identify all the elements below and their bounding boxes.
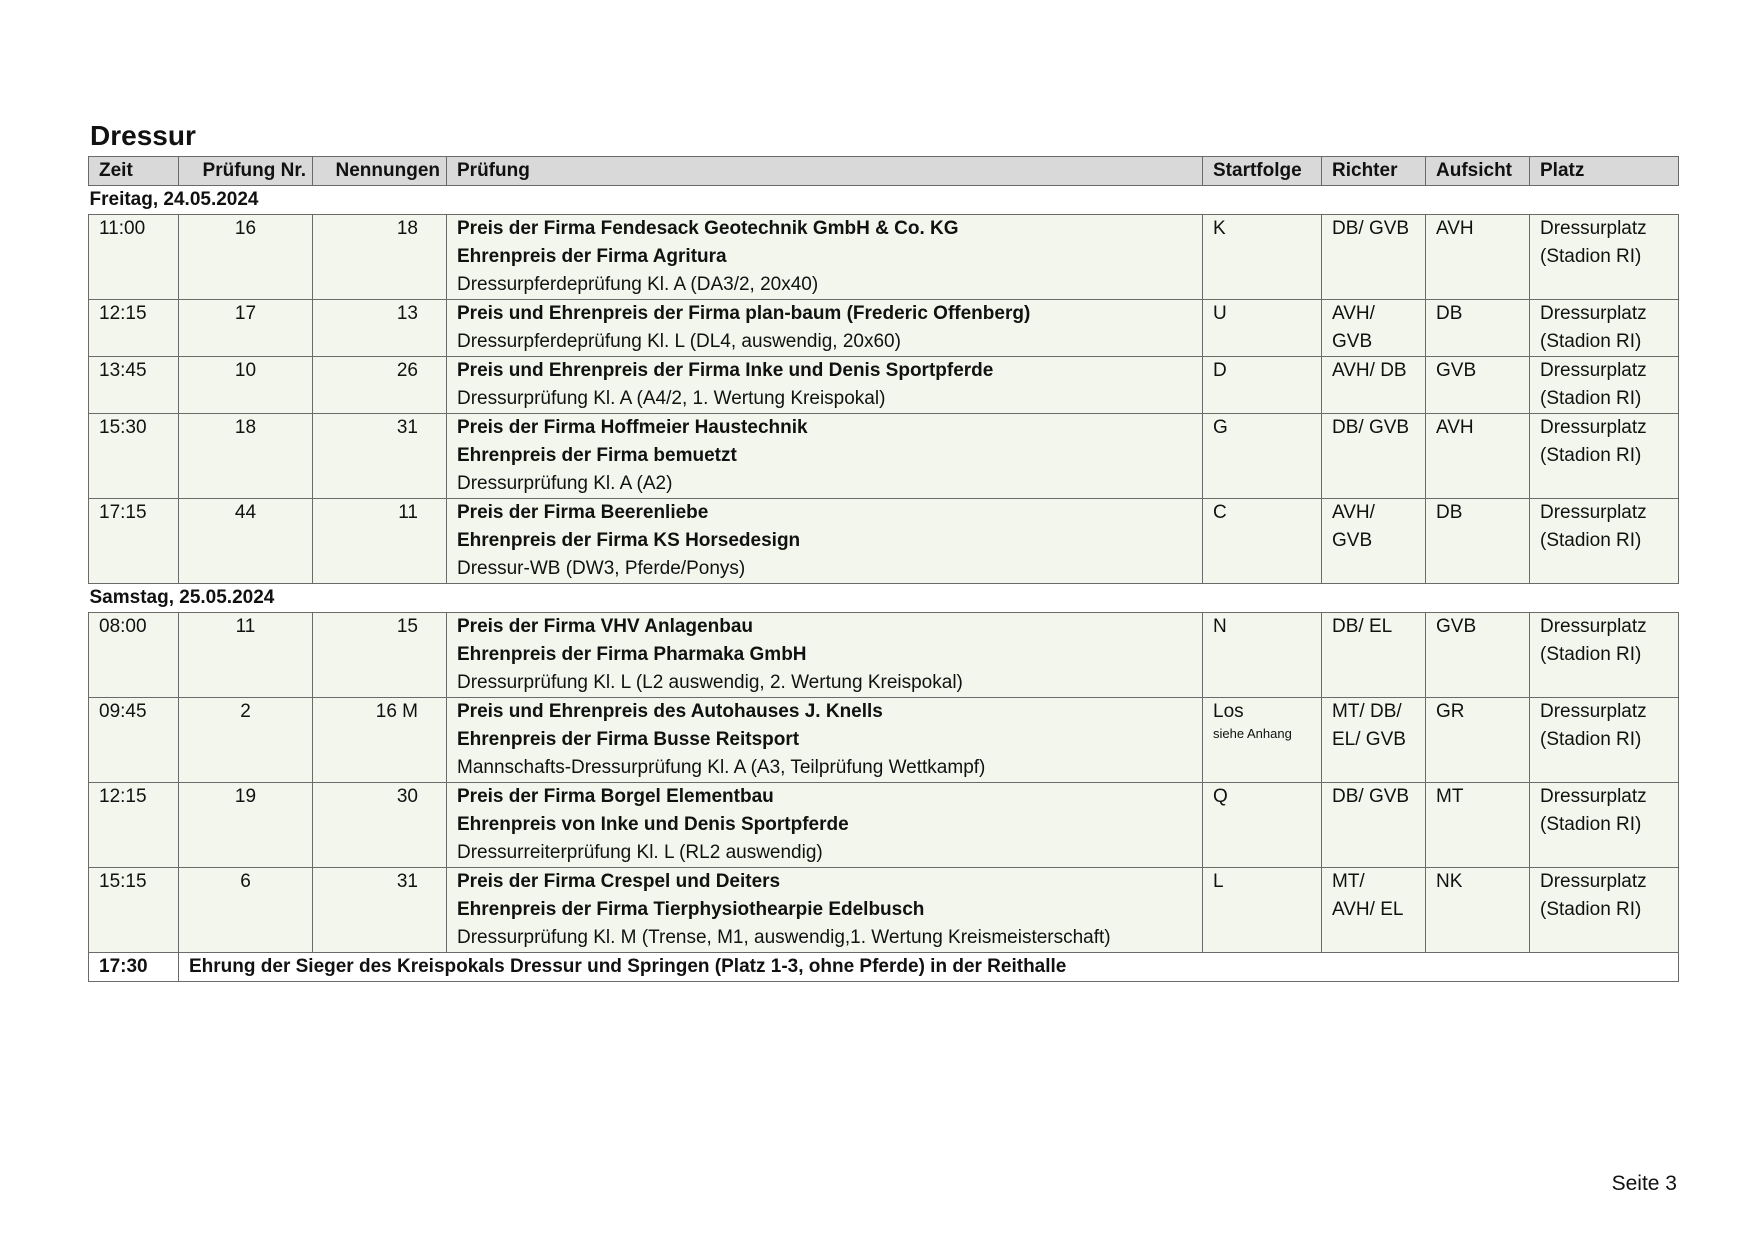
platz-line: (Stadion RI) [1540, 331, 1642, 352]
prize-title: Preis und Ehrenpreis der Firma plan-baum (Frederic Offenberg) [457, 303, 1031, 324]
cell-richter [1322, 499, 1426, 584]
cell-startfolge [1203, 613, 1322, 698]
competition-description: Dressurpferdeprüfung Kl. L (DL4, auswendig, 20x60) [457, 331, 901, 352]
prize-title: Preis und Ehrenpreis des Autohauses J. Knells [457, 701, 883, 722]
table-row [89, 613, 1679, 698]
startfolge-note: siehe Anhang [1213, 726, 1292, 741]
cell-aufsicht: MT [1426, 783, 1530, 868]
cell-platz [1530, 868, 1679, 953]
cell-aufsicht: GR [1426, 698, 1530, 783]
cell-pruefung [447, 698, 1203, 783]
prize-title: Preis der Firma VHV Anlagenbau [457, 616, 753, 637]
platz-line: (Stadion RI) [1540, 729, 1642, 750]
cell-pruefung-nr: 17 [179, 300, 313, 357]
page-number: Seite 3 [1611, 1172, 1677, 1195]
cell-pruefung [447, 868, 1203, 953]
cell-zeit: 17:15 [89, 499, 179, 584]
cell-startfolge [1203, 215, 1322, 300]
cell-pruefung-nr: 11 [179, 613, 313, 698]
cell-nennungen: 18 [313, 215, 447, 300]
prize-title: Ehrenpreis der Firma Agritura [457, 246, 727, 267]
cell-nennungen: 31 [313, 414, 447, 499]
competition-description: Dressurprüfung Kl. M (Trense, M1, auswendig,1. Wertung Kreismeisterschaft) [457, 927, 1111, 948]
richter-line: EL/ GVB [1332, 729, 1406, 750]
platz-line: (Stadion RI) [1540, 388, 1642, 409]
richter-line: DB/ GVB [1332, 786, 1410, 807]
schedule-body [89, 186, 1679, 953]
cell-zeit: 12:15 [89, 300, 179, 357]
platz-line: Dressurplatz [1540, 218, 1647, 239]
ceremony-text: Ehrung der Sieger des Kreispokals Dressur und Springen (Platz 1-3, ohne Pferde) in der Reithalle [179, 953, 1679, 982]
cell-richter [1322, 357, 1426, 414]
cell-nennungen: 30 [313, 783, 447, 868]
cell-aufsicht: GVB [1426, 357, 1530, 414]
ceremony-row [89, 953, 1679, 982]
cell-richter [1322, 868, 1426, 953]
startfolge-value: D [1213, 360, 1227, 381]
richter-line: AVH/ [1332, 502, 1375, 523]
cell-aufsicht: AVH [1426, 414, 1530, 499]
cell-startfolge [1203, 414, 1322, 499]
richter-line: DB/ EL [1332, 616, 1393, 637]
cell-nennungen: 15 [313, 613, 447, 698]
cell-nennungen: 31 [313, 868, 447, 953]
cell-platz [1530, 783, 1679, 868]
prize-title: Preis der Firma Beerenliebe [457, 502, 709, 523]
header-nennungen: Nennungen [313, 157, 447, 186]
table-row [89, 698, 1679, 783]
cell-aufsicht: DB [1426, 499, 1530, 584]
header-platz: Platz [1530, 157, 1679, 186]
cell-nennungen: 11 [313, 499, 447, 584]
competition-description: Dressurreiterprüfung Kl. L (RL2 auswendig) [457, 842, 823, 863]
prize-title: Ehrenpreis von Inke und Denis Sportpferde [457, 814, 849, 835]
prize-title: Preis der Firma Borgel Elementbau [457, 786, 774, 807]
startfolge-value: U [1213, 303, 1227, 324]
cell-pruefung-nr: 19 [179, 783, 313, 868]
cell-aufsicht: NK [1426, 868, 1530, 953]
platz-line: (Stadion RI) [1540, 445, 1642, 466]
cell-nennungen: 16 M [313, 698, 447, 783]
platz-line: Dressurplatz [1540, 502, 1647, 523]
cell-startfolge [1203, 499, 1322, 584]
richter-line: MT/ DB/ [1332, 701, 1402, 722]
competition-description: Dressurprüfung Kl. A (A4/2, 1. Wertung Kreispokal) [457, 388, 886, 409]
platz-line: (Stadion RI) [1540, 644, 1642, 665]
day-date: Freitag, 24.05.2024 [89, 186, 1679, 215]
prize-title: Preis und Ehrenpreis der Firma Inke und Denis Sportpferde [457, 360, 994, 381]
cell-richter [1322, 300, 1426, 357]
table-row [89, 414, 1679, 499]
prize-title: Ehrenpreis der Firma bemuetzt [457, 445, 737, 466]
competition-description: Mannschafts-Dressurprüfung Kl. A (A3, Teilprüfung Wettkampf) [457, 757, 986, 778]
platz-line: Dressurplatz [1540, 871, 1647, 892]
cell-richter [1322, 613, 1426, 698]
startfolge-value: C [1213, 502, 1227, 523]
cell-pruefung-nr: 6 [179, 868, 313, 953]
table-row [89, 499, 1679, 584]
cell-platz [1530, 357, 1679, 414]
table-header [89, 157, 1679, 186]
platz-line: (Stadion RI) [1540, 899, 1642, 920]
cell-zeit: 09:45 [89, 698, 179, 783]
cell-nennungen: 13 [313, 300, 447, 357]
cell-nennungen: 26 [313, 357, 447, 414]
cell-pruefung [447, 300, 1203, 357]
platz-line: Dressurplatz [1540, 360, 1647, 381]
cell-startfolge [1203, 868, 1322, 953]
cell-platz [1530, 300, 1679, 357]
competition-description: Dressurprüfung Kl. L (L2 auswendig, 2. Wertung Kreispokal) [457, 672, 963, 693]
platz-line: (Stadion RI) [1540, 530, 1642, 551]
startfolge-value: Q [1213, 786, 1228, 807]
richter-line: GVB [1332, 331, 1373, 352]
table-row [89, 215, 1679, 300]
cell-richter [1322, 698, 1426, 783]
platz-line: Dressurplatz [1540, 616, 1647, 637]
startfolge-value: K [1213, 218, 1226, 239]
table-row [89, 357, 1679, 414]
richter-line: AVH/ [1332, 303, 1375, 324]
cell-pruefung [447, 783, 1203, 868]
header-richter: Richter [1322, 157, 1426, 186]
cell-startfolge [1203, 300, 1322, 357]
page-title: Dressur [90, 120, 196, 151]
cell-pruefung-nr: 44 [179, 499, 313, 584]
startfolge-value: Los [1213, 701, 1244, 722]
cell-pruefung-nr: 18 [179, 414, 313, 499]
cell-aufsicht: GVB [1426, 613, 1530, 698]
cell-pruefung [447, 414, 1203, 499]
prize-title: Preis der Firma Crespel und Deiters [457, 871, 781, 892]
richter-line: GVB [1332, 530, 1373, 551]
cell-aufsicht: AVH [1426, 215, 1530, 300]
ceremony-time: 17:30 [89, 953, 179, 982]
platz-line: Dressurplatz [1540, 417, 1647, 438]
platz-line: Dressurplatz [1540, 786, 1647, 807]
cell-pruefung [447, 499, 1203, 584]
competition-description: Dressurpferdeprüfung Kl. A (DA3/2, 20x40) [457, 274, 819, 295]
prize-title: Ehrenpreis der Firma Busse Reitsport [457, 729, 800, 750]
cell-aufsicht: DB [1426, 300, 1530, 357]
cell-platz [1530, 499, 1679, 584]
cell-zeit: 15:15 [89, 868, 179, 953]
prize-title: Preis der Firma Hoffmeier Haustechnik [457, 417, 808, 438]
cell-pruefung [447, 215, 1203, 300]
competition-description: Dressur-WB (DW3, Pferde/Ponys) [457, 558, 746, 579]
platz-line: Dressurplatz [1540, 701, 1647, 722]
richter-line: AVH/ EL [1332, 899, 1404, 920]
table-row [89, 783, 1679, 868]
prize-title: Ehrenpreis der Firma Tierphysiothearpie Edelbusch [457, 899, 925, 920]
header-pruefung-nr: Prüfung Nr. [179, 157, 313, 186]
cell-platz [1530, 215, 1679, 300]
cell-pruefung [447, 613, 1203, 698]
cell-zeit: 12:15 [89, 783, 179, 868]
cell-pruefung-nr: 2 [179, 698, 313, 783]
richter-line: DB/ GVB [1332, 218, 1410, 239]
platz-line: (Stadion RI) [1540, 246, 1642, 267]
cell-startfolge [1203, 783, 1322, 868]
header-startfolge: Startfolge [1203, 157, 1322, 186]
cell-richter [1322, 783, 1426, 868]
cell-platz [1530, 414, 1679, 499]
startfolge-value: L [1213, 871, 1224, 892]
cell-zeit: 11:00 [89, 215, 179, 300]
cell-richter [1322, 414, 1426, 499]
cell-zeit: 13:45 [89, 357, 179, 414]
header-aufsicht: Aufsicht [1426, 157, 1530, 186]
cell-platz [1530, 613, 1679, 698]
day-header-row [89, 584, 1679, 613]
cell-startfolge [1203, 357, 1322, 414]
prize-title: Preis der Firma Fendesack Geotechnik GmbH & Co. KG [457, 218, 959, 239]
prize-title: Ehrenpreis der Firma KS Horsedesign [457, 530, 801, 551]
cell-startfolge [1203, 698, 1322, 783]
startfolge-value: N [1213, 616, 1227, 637]
platz-line: Dressurplatz [1540, 303, 1647, 324]
richter-line: DB/ GVB [1332, 417, 1410, 438]
richter-line: AVH/ DB [1332, 360, 1407, 381]
platz-line: (Stadion RI) [1540, 814, 1642, 835]
header-pruefung: Prüfung [447, 157, 1203, 186]
cell-pruefung-nr: 16 [179, 215, 313, 300]
cell-platz [1530, 698, 1679, 783]
table-row [89, 868, 1679, 953]
cell-zeit: 15:30 [89, 414, 179, 499]
header-zeit: Zeit [89, 157, 179, 186]
cell-pruefung [447, 357, 1203, 414]
competition-description: Dressurprüfung Kl. A (A2) [457, 473, 673, 494]
startfolge-value: G [1213, 417, 1228, 438]
day-header-row [89, 186, 1679, 215]
cell-pruefung-nr: 10 [179, 357, 313, 414]
day-date: Samstag, 25.05.2024 [89, 584, 1679, 613]
cell-zeit: 08:00 [89, 613, 179, 698]
richter-line: MT/ [1332, 871, 1365, 892]
table-row [89, 300, 1679, 357]
schedule-table [88, 156, 1679, 982]
prize-title: Ehrenpreis der Firma Pharmaka GmbH [457, 644, 807, 665]
cell-richter [1322, 215, 1426, 300]
